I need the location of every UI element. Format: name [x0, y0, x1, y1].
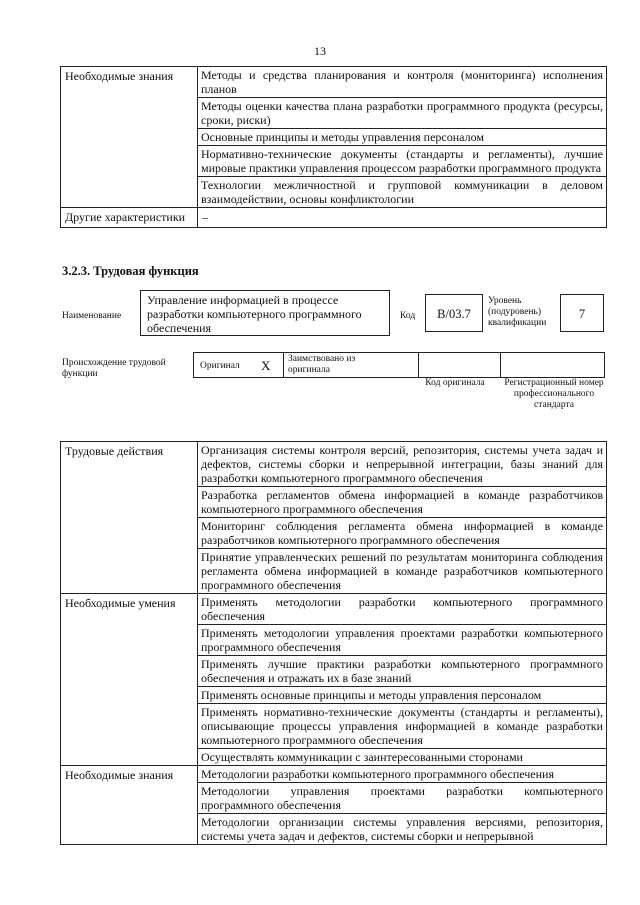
list-item: Применять лучшие практики разработки компьютерного программного обеспечения и отражать их в базе знаний	[198, 656, 606, 687]
main-table	[60, 441, 607, 845]
list-item: –	[202, 210, 208, 224]
origin-table	[193, 352, 605, 378]
list-item: Принятие управленческих решений по результатам мониторинга соблюдения регламента обмена информацией в команде разработчиков компьютерного программного обеспечения	[201, 550, 603, 592]
list-item: Методологии управления проектами разработки компьютерного программного обеспечения	[198, 783, 606, 814]
row-items	[198, 67, 607, 208]
list-item: Технологии межличностной и групповой коммуникации в деловом взаимодействии, основы конфликтологии	[201, 178, 603, 206]
list-item: Мониторинг соблюдения регламента обмена информацией в команде разработчиков компьютерного программного обеспечения	[198, 518, 606, 549]
list-item: Нормативно-технические документы (стандарты и регламенты), лучшие мировые практики управления процессом разработки программного продукта	[198, 146, 606, 177]
level-value-box	[560, 294, 604, 332]
reg-caption: Регистрационный номер профессионального стандарта	[504, 378, 604, 410]
name-value: Управление информацией в процессе разработки компьютерного программного обеспечения	[147, 293, 362, 335]
name-label: Наименование	[62, 311, 122, 321]
table-row	[61, 766, 607, 845]
code-value: B/03.7	[437, 307, 471, 321]
table-row	[61, 442, 607, 594]
list-item: Организация системы контроля версий, репозитория, системы учета задач и дефектов, системы сборки и непрерывной интеграции, базы знаний для разработки компьютерного программного обеспечения	[198, 442, 606, 487]
row-items	[198, 208, 607, 228]
row-label: Необходимые знания	[61, 766, 198, 845]
table-row	[61, 594, 607, 766]
row-label: Трудовые действия	[61, 442, 198, 594]
code-value-box	[425, 294, 483, 332]
level-label: Уровень (подуровень) квалификации	[488, 296, 547, 328]
origin-label: Происхождение трудовой функции	[62, 358, 166, 379]
top-table	[60, 66, 607, 228]
list-item: Методологии разработки компьютерного программного обеспечения	[198, 766, 606, 783]
row-label: Необходимые умения	[61, 594, 198, 766]
borrowed-label: Заимствовано из оригинала	[288, 354, 356, 375]
row-items	[198, 766, 607, 845]
list-item: Применять методологии разработки компьютерного программного обеспечения	[198, 594, 606, 625]
page-number: 13	[314, 44, 326, 58]
row-items	[198, 442, 607, 594]
list-item: Применять методологии управления проектами разработки компьютерного программного обеспечения	[198, 625, 606, 656]
list-item: Методы и средства планирования и контроля (мониторинга) исполнения планов	[198, 67, 606, 98]
list-item: Основные принципы и методы управления персоналом	[198, 129, 606, 146]
list-item: Разработка регламентов обмена информацией в команде разработчиков компьютерного программного обеспечения	[198, 487, 606, 518]
level-value: 7	[578, 307, 586, 321]
code-caption: Код оригинала	[425, 378, 485, 388]
row-label: Необходимые знания	[61, 67, 198, 208]
row-items	[198, 594, 607, 766]
list-item: Применять нормативно-технические документы (стандарты и регламенты), описывающие процессы управления информацией в команде разработки компьютерного программного обеспечения	[198, 704, 606, 749]
original-label: Оригинал	[200, 361, 240, 371]
section-title: 3.2.3. Трудовая функция	[62, 264, 199, 278]
row-label: Другие характеристики	[61, 208, 198, 228]
table-row	[61, 208, 607, 228]
name-value-box	[140, 290, 390, 336]
table-row	[61, 67, 607, 208]
original-mark: X	[261, 358, 271, 373]
list-item: Методологии организации системы управления версиями, репозитория, системы учета задач и дефектов, системы сборки и непрерывной	[201, 815, 603, 843]
list-item: Применять основные принципы и методы управления персоналом	[198, 687, 606, 704]
list-item: Методы оценки качества плана разработки программного продукта (ресурсы, сроки, риски)	[198, 98, 606, 129]
list-item: Осуществлять коммуникации с заинтересованными сторонами	[201, 750, 523, 764]
code-label: Код	[400, 311, 416, 321]
